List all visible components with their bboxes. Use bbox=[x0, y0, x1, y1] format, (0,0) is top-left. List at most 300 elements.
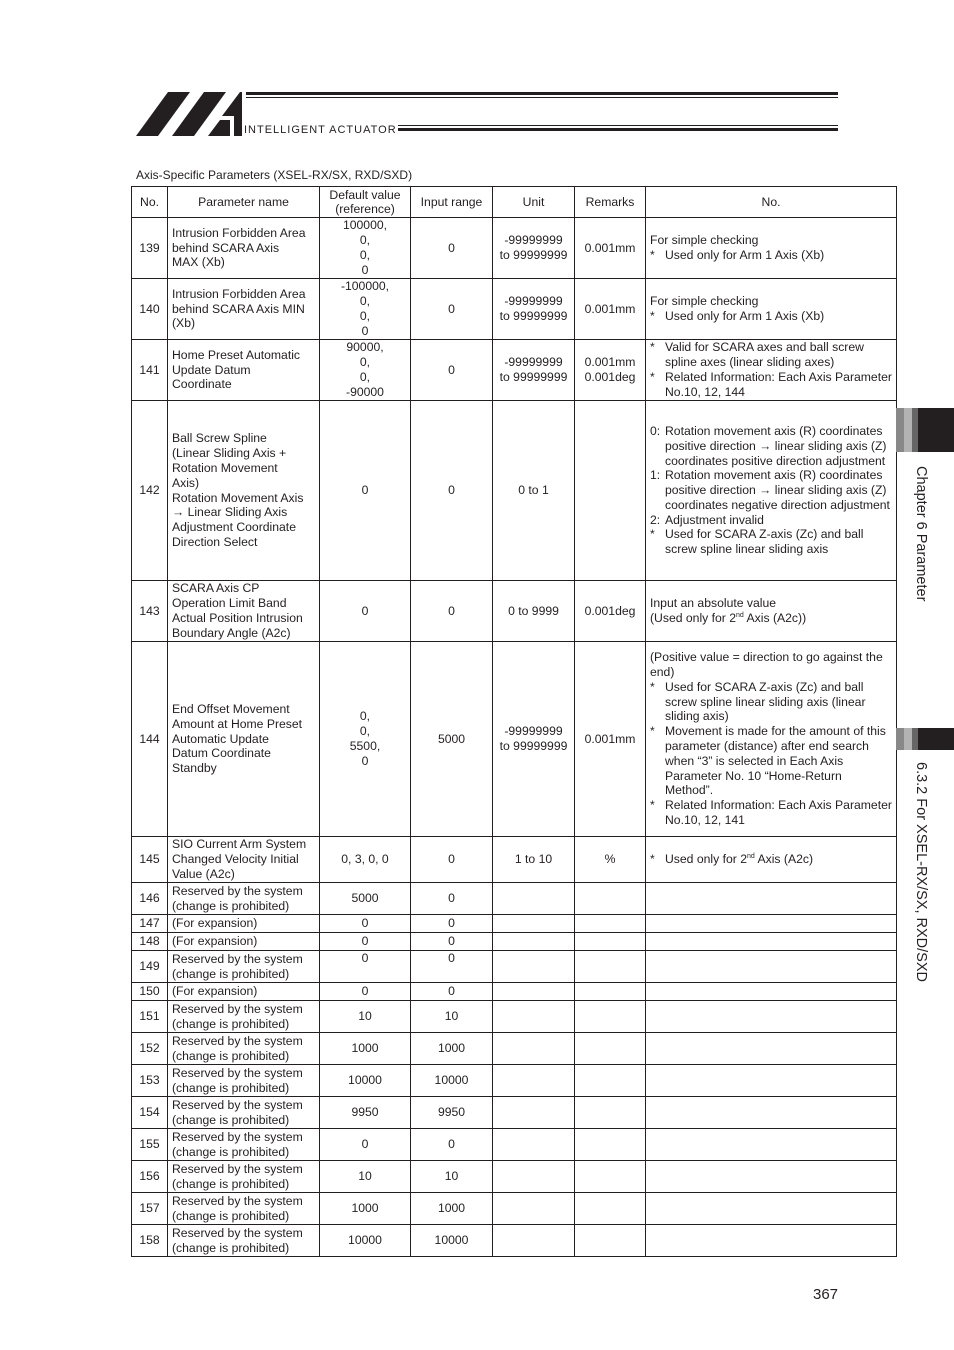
name-line: (change is prohibited) bbox=[172, 1016, 290, 1031]
cell-remarks bbox=[575, 642, 646, 837]
cell-remarks bbox=[575, 951, 646, 983]
cell-parameter-name bbox=[168, 279, 320, 340]
default-line: 0, 3, 0, 0 bbox=[341, 852, 389, 867]
note-line bbox=[650, 611, 892, 626]
note-marker: * bbox=[650, 370, 655, 384]
note-text: (Positive value = direction to go against the end) bbox=[650, 650, 883, 680]
cell-notes bbox=[646, 933, 897, 951]
table-row bbox=[132, 1065, 897, 1097]
note-line bbox=[650, 852, 892, 867]
remarks-line: 0.001deg bbox=[584, 603, 636, 618]
remarks-line: 0.001mm bbox=[584, 301, 636, 316]
name-line: → Linear Sliding Axis bbox=[172, 505, 288, 520]
default-line: 0 bbox=[361, 323, 369, 338]
cell-notes bbox=[646, 581, 897, 642]
default-line: 0, bbox=[359, 233, 371, 248]
cell-remarks bbox=[575, 218, 646, 279]
note-line bbox=[650, 650, 892, 680]
cell-input-range: 0 bbox=[411, 951, 493, 983]
note-marker: * bbox=[650, 852, 655, 867]
cell-remarks bbox=[575, 983, 646, 1001]
cell-no: 146 bbox=[132, 883, 168, 915]
name-line: (change is prohibited) bbox=[172, 1080, 290, 1095]
cell-unit bbox=[493, 1097, 575, 1129]
cell-parameter-name bbox=[168, 1001, 320, 1033]
cell-unit bbox=[493, 1129, 575, 1161]
note-line bbox=[650, 596, 892, 611]
default-line: 5000 bbox=[351, 891, 379, 906]
cell-no: 152 bbox=[132, 1033, 168, 1065]
cell-default-value bbox=[320, 1193, 411, 1225]
cell-remarks bbox=[575, 915, 646, 933]
cell-no: 151 bbox=[132, 1001, 168, 1033]
cell-default-value bbox=[320, 1161, 411, 1193]
default-line: 0, bbox=[359, 724, 371, 739]
cell-remarks bbox=[575, 1065, 646, 1097]
note-line bbox=[650, 798, 892, 828]
name-line: Rotation Movement Axis bbox=[172, 490, 304, 505]
logo-text: INTELLIGENT ACTUATOR bbox=[244, 124, 397, 136]
cell-parameter-name bbox=[168, 401, 320, 581]
note-line bbox=[650, 513, 892, 528]
name-line: (change is prohibited) bbox=[172, 1176, 290, 1191]
default-line: 0, bbox=[359, 355, 371, 370]
remarks-line: 0.001mm bbox=[584, 355, 636, 370]
name-line: (change is prohibited) bbox=[172, 1144, 290, 1159]
cell-unit bbox=[493, 1161, 575, 1193]
note-superscript: nd bbox=[746, 853, 755, 861]
cell-default-value bbox=[320, 951, 411, 983]
cell-remarks bbox=[575, 933, 646, 951]
default-line: 0 bbox=[361, 984, 369, 999]
cell-input-range: 10 bbox=[411, 1161, 493, 1193]
cell-notes bbox=[646, 1129, 897, 1161]
cell-unit bbox=[493, 279, 575, 340]
name-line: (Xb) bbox=[172, 316, 196, 331]
note-text-after: Axis (A2c)) bbox=[743, 611, 807, 625]
cell-default-value bbox=[320, 915, 411, 933]
table-row bbox=[132, 581, 897, 642]
default-line: 0 bbox=[361, 262, 369, 277]
cell-remarks bbox=[575, 1193, 646, 1225]
note-line bbox=[650, 370, 892, 400]
cell-unit bbox=[493, 218, 575, 279]
default-line: 0 bbox=[361, 1137, 369, 1152]
cell-input-range: 0 bbox=[411, 883, 493, 915]
default-line: 10 bbox=[358, 1009, 372, 1024]
default-line: 0, bbox=[359, 709, 371, 724]
cell-input-range: 1000 bbox=[411, 1033, 493, 1065]
header-no: No. bbox=[132, 187, 168, 218]
cell-notes bbox=[646, 1097, 897, 1129]
unit-line: -99999999 bbox=[504, 233, 563, 248]
cell-default-value bbox=[320, 1097, 411, 1129]
cell-parameter-name bbox=[168, 1065, 320, 1097]
cell-default-value bbox=[320, 218, 411, 279]
cell-remarks bbox=[575, 1033, 646, 1065]
unit-line: 1 to 10 bbox=[514, 852, 553, 867]
cell-notes bbox=[646, 401, 897, 581]
parameter-table bbox=[131, 186, 897, 1257]
default-line: 1000 bbox=[351, 1041, 379, 1056]
cell-remarks bbox=[575, 401, 646, 581]
cell-notes bbox=[646, 340, 897, 401]
cell-parameter-name bbox=[168, 1193, 320, 1225]
cell-unit bbox=[493, 1193, 575, 1225]
note-text: Input an absolute value bbox=[650, 596, 777, 611]
iai-logo-icon bbox=[136, 90, 244, 138]
cell-parameter-name bbox=[168, 1129, 320, 1161]
default-line: 0, bbox=[359, 294, 371, 309]
name-line: Reserved by the system bbox=[172, 1129, 303, 1144]
unit-line: 0 to 1 bbox=[518, 483, 549, 498]
note-marker: * bbox=[650, 248, 655, 262]
note-text: For simple checking bbox=[650, 294, 759, 309]
default-line: 0 bbox=[361, 934, 369, 949]
cell-no: 157 bbox=[132, 1193, 168, 1225]
name-line: (change is prohibited) bbox=[172, 1048, 290, 1063]
header-remarks: Remarks bbox=[575, 187, 646, 218]
note-line bbox=[650, 527, 892, 557]
cell-no: 149 bbox=[132, 951, 168, 983]
name-line: Automatic Update bbox=[172, 731, 269, 746]
cell-parameter-name bbox=[168, 883, 320, 915]
cell-input-range: 0 bbox=[411, 218, 493, 279]
cell-remarks bbox=[575, 279, 646, 340]
name-line: behind SCARA Axis bbox=[172, 240, 280, 255]
note-line bbox=[650, 233, 892, 248]
default-line: 5500, bbox=[349, 739, 381, 753]
note-line bbox=[650, 724, 892, 798]
cell-parameter-name bbox=[168, 581, 320, 642]
note-text: Valid for SCARA axes and ball screw spline axes (linear sliding axes) bbox=[665, 340, 864, 370]
cell-input-range: 0 bbox=[411, 933, 493, 951]
cell-unit bbox=[493, 401, 575, 581]
cell-notes bbox=[646, 1065, 897, 1097]
note-text: Rotation movement axis (R) coordinates positive direction → linear sliding axis (Z) coordinates negative direction adjustment bbox=[665, 468, 890, 512]
name-line: Reserved by the system bbox=[172, 1033, 303, 1048]
default-line: 10000 bbox=[348, 1233, 382, 1248]
cell-default-value bbox=[320, 279, 411, 340]
unit-line: to 99999999 bbox=[499, 739, 568, 753]
cell-default-value bbox=[320, 642, 411, 837]
cell-no: 141 bbox=[132, 340, 168, 401]
cell-unit bbox=[493, 1065, 575, 1097]
cell-no: 143 bbox=[132, 581, 168, 642]
note-line bbox=[650, 248, 892, 263]
note-text: Adjustment invalid bbox=[665, 512, 764, 527]
cell-notes bbox=[646, 218, 897, 279]
header-last-no: No. bbox=[646, 187, 897, 218]
name-line: Reserved by the system bbox=[172, 1001, 303, 1016]
note-text: Used for SCARA Z-axis (Zc) and ball screw spline linear sliding axis (linear sliding axis) bbox=[665, 679, 866, 724]
cell-no: 147 bbox=[132, 915, 168, 933]
cell-unit bbox=[493, 915, 575, 933]
header-rule-thin bbox=[246, 97, 838, 98]
table-row bbox=[132, 983, 897, 1001]
cell-no: 144 bbox=[132, 642, 168, 837]
cell-parameter-name bbox=[168, 983, 320, 1001]
unit-line: to 99999999 bbox=[499, 248, 568, 262]
header-rule-lower bbox=[398, 128, 838, 131]
cell-input-range: 10000 bbox=[411, 1065, 493, 1097]
note-text: Used only for 2 bbox=[665, 852, 747, 867]
name-line: Boundary Angle (A2c) bbox=[172, 625, 291, 640]
name-line: Value (A2c) bbox=[172, 866, 235, 881]
note-line bbox=[650, 424, 892, 468]
unit-line: to 99999999 bbox=[499, 370, 568, 384]
note-text: Rotation movement axis (R) coordinates positive direction → linear sliding axis (Z) coordinates positive direction adjustment bbox=[665, 423, 887, 468]
cell-unit bbox=[493, 883, 575, 915]
note-text: For simple checking bbox=[650, 233, 759, 248]
cell-input-range: 1000 bbox=[411, 1193, 493, 1225]
default-line: 0 bbox=[361, 951, 369, 965]
note-marker: * bbox=[650, 309, 655, 323]
cell-no: 153 bbox=[132, 1065, 168, 1097]
table-row bbox=[132, 933, 897, 951]
cell-remarks bbox=[575, 1225, 646, 1257]
cell-no: 142 bbox=[132, 401, 168, 581]
table-row bbox=[132, 883, 897, 915]
note-line bbox=[650, 294, 892, 309]
cell-input-range: 0 bbox=[411, 340, 493, 401]
cell-parameter-name bbox=[168, 837, 320, 883]
remarks-line: 0.001mm bbox=[584, 240, 636, 255]
unit-line: to 99999999 bbox=[499, 309, 568, 323]
cell-no: 139 bbox=[132, 218, 168, 279]
name-line: Operation Limit Band bbox=[172, 596, 287, 611]
remarks-line: 0.001mm bbox=[584, 731, 636, 746]
note-text-after: Axis (A2c) bbox=[754, 852, 814, 867]
default-line: -90000 bbox=[346, 384, 384, 399]
cell-unit bbox=[493, 933, 575, 951]
cell-remarks bbox=[575, 1001, 646, 1033]
default-line: 0, bbox=[359, 370, 371, 384]
cell-input-range: 0 bbox=[411, 1129, 493, 1161]
cell-input-range: 5000 bbox=[411, 642, 493, 837]
cell-notes bbox=[646, 279, 897, 340]
name-line: Adjustment Coordinate bbox=[172, 520, 296, 535]
cell-notes bbox=[646, 642, 897, 837]
cell-no: 148 bbox=[132, 933, 168, 951]
cell-input-range: 0 bbox=[411, 401, 493, 581]
default-line: 10 bbox=[358, 1169, 372, 1184]
cell-remarks bbox=[575, 1161, 646, 1193]
table-row bbox=[132, 1161, 897, 1193]
cell-input-range: 0 bbox=[411, 837, 493, 883]
note-line bbox=[650, 680, 892, 724]
cell-default-value bbox=[320, 837, 411, 883]
table-row bbox=[132, 340, 897, 401]
cell-no: 155 bbox=[132, 1129, 168, 1161]
name-line: Intrusion Forbidden Area bbox=[172, 225, 306, 240]
cell-input-range: 10000 bbox=[411, 1225, 493, 1257]
cell-parameter-name bbox=[168, 1097, 320, 1129]
table-row bbox=[132, 1225, 897, 1257]
name-line: SCARA Axis CP bbox=[172, 581, 260, 596]
cell-no: 140 bbox=[132, 279, 168, 340]
header-rule-lower-thin bbox=[398, 125, 838, 126]
cell-notes bbox=[646, 1001, 897, 1033]
name-line: Axis) bbox=[172, 475, 200, 490]
cell-input-range: 0 bbox=[411, 581, 493, 642]
cell-default-value bbox=[320, 983, 411, 1001]
table-row bbox=[132, 915, 897, 933]
table-row bbox=[132, 1097, 897, 1129]
cell-default-value bbox=[320, 340, 411, 401]
cell-remarks bbox=[575, 581, 646, 642]
cell-notes bbox=[646, 883, 897, 915]
name-line: (change is prohibited) bbox=[172, 966, 290, 981]
cell-parameter-name bbox=[168, 1161, 320, 1193]
cell-unit bbox=[493, 983, 575, 1001]
name-line: Intrusion Forbidden Area bbox=[172, 286, 306, 301]
default-line: 0, bbox=[359, 248, 371, 262]
header-input-range: Input range bbox=[411, 187, 493, 218]
note-text: Movement is made for the amount of this parameter (distance) after end search when “3” is selected in Each Axis Parameter No. 10 “Home-Return Method”. bbox=[665, 724, 886, 798]
cell-default-value bbox=[320, 883, 411, 915]
cell-notes bbox=[646, 983, 897, 1001]
cell-no: 154 bbox=[132, 1097, 168, 1129]
note-marker: * bbox=[650, 724, 655, 739]
table-row bbox=[132, 837, 897, 883]
cell-default-value bbox=[320, 1033, 411, 1065]
note-superscript: nd bbox=[736, 612, 744, 619]
name-line: Coordinate bbox=[172, 377, 232, 392]
cell-unit bbox=[493, 581, 575, 642]
chapter-sidebar bbox=[896, 408, 954, 1008]
name-line: Reserved by the system bbox=[172, 1161, 303, 1176]
header-unit: Unit bbox=[493, 187, 575, 218]
cell-default-value bbox=[320, 1225, 411, 1257]
cell-default-value bbox=[320, 1129, 411, 1161]
default-line: 10000 bbox=[348, 1073, 382, 1088]
table-row bbox=[132, 1001, 897, 1033]
cell-no: 156 bbox=[132, 1161, 168, 1193]
unit-line: -99999999 bbox=[504, 355, 563, 370]
name-line: Actual Position Intrusion bbox=[172, 611, 303, 625]
cell-input-range: 0 bbox=[411, 279, 493, 340]
name-line: Rotation Movement bbox=[172, 460, 278, 475]
cell-unit bbox=[493, 1225, 575, 1257]
cell-remarks bbox=[575, 883, 646, 915]
table-row bbox=[132, 218, 897, 279]
header-parameter-name: Parameter name bbox=[168, 187, 320, 218]
note-marker: 1: bbox=[650, 468, 661, 483]
default-line: 9950 bbox=[351, 1105, 379, 1120]
section-tab-marker bbox=[896, 728, 954, 750]
unit-line: -99999999 bbox=[504, 724, 563, 739]
cell-unit bbox=[493, 837, 575, 883]
name-line: MAX (Xb) bbox=[172, 255, 225, 270]
note-marker: * bbox=[650, 340, 655, 355]
default-line: 0 bbox=[361, 603, 369, 618]
default-line: 0, bbox=[359, 309, 371, 323]
cell-unit bbox=[493, 1033, 575, 1065]
table-row bbox=[132, 642, 897, 837]
cell-unit bbox=[493, 1001, 575, 1033]
name-line: End Offset Movement bbox=[172, 702, 290, 716]
name-line: Reserved by the system bbox=[172, 1097, 303, 1112]
table-row bbox=[132, 1129, 897, 1161]
cell-parameter-name bbox=[168, 1225, 320, 1257]
note-line bbox=[650, 468, 892, 512]
header-rule-top bbox=[246, 92, 838, 95]
note-text: (Used only for 2 bbox=[650, 611, 737, 625]
name-line: (For expansion) bbox=[172, 934, 258, 949]
note-text: Used only for Arm 1 Axis (Xb) bbox=[665, 248, 825, 262]
cell-parameter-name bbox=[168, 1033, 320, 1065]
default-line: 0 bbox=[361, 916, 369, 931]
name-line: behind SCARA Axis MIN bbox=[172, 301, 305, 316]
cell-unit bbox=[493, 642, 575, 837]
name-line: Datum Coordinate bbox=[172, 746, 271, 761]
cell-input-range: 9950 bbox=[411, 1097, 493, 1129]
name-line: Update Datum bbox=[172, 362, 251, 377]
name-line: (Linear Sliding Axis + bbox=[172, 446, 287, 461]
table-caption: Axis-Specific Parameters (XSEL-RX/SX, RXD/SXD) bbox=[136, 168, 413, 182]
cell-remarks bbox=[575, 340, 646, 401]
cell-remarks bbox=[575, 1129, 646, 1161]
header-default-value: Default value (reference) bbox=[320, 187, 411, 218]
name-line: Amount at Home Preset bbox=[172, 716, 303, 731]
cell-notes bbox=[646, 1033, 897, 1065]
note-marker: * bbox=[650, 798, 655, 813]
name-line: Ball Screw Spline bbox=[172, 431, 267, 446]
cell-parameter-name bbox=[168, 642, 320, 837]
note-text: Used only for Arm 1 Axis (Xb) bbox=[665, 309, 825, 323]
unit-line: 0 to 9999 bbox=[508, 603, 559, 618]
name-line: Standby bbox=[172, 761, 217, 776]
cell-notes bbox=[646, 1225, 897, 1257]
default-line: -100000, bbox=[340, 279, 390, 294]
name-line: (change is prohibited) bbox=[172, 1208, 290, 1223]
cell-default-value bbox=[320, 1001, 411, 1033]
cell-default-value bbox=[320, 401, 411, 581]
cell-parameter-name bbox=[168, 951, 320, 983]
cell-notes bbox=[646, 1161, 897, 1193]
cell-notes bbox=[646, 837, 897, 883]
table-row bbox=[132, 1193, 897, 1225]
note-text: Related Information: Each Axis Parameter No.10, 12, 144 bbox=[665, 370, 892, 399]
cell-unit bbox=[493, 951, 575, 983]
default-line: 90000, bbox=[346, 340, 384, 355]
name-line: (change is prohibited) bbox=[172, 898, 290, 913]
name-line: Reserved by the system bbox=[172, 951, 303, 966]
note-text: Related Information: Each Axis Parameter No.10, 12, 141 bbox=[665, 798, 892, 827]
name-line: Direction Select bbox=[172, 534, 258, 549]
name-line: Reserved by the system bbox=[172, 1193, 303, 1208]
chapter-tab-marker bbox=[896, 408, 954, 452]
note-marker: 0: bbox=[650, 423, 661, 438]
cell-unit bbox=[493, 340, 575, 401]
table-row bbox=[132, 279, 897, 340]
default-line: 0 bbox=[361, 483, 369, 498]
note-line bbox=[650, 309, 892, 324]
remarks-line: % bbox=[604, 852, 616, 867]
remarks-line: 0.001deg bbox=[584, 370, 636, 384]
cell-notes bbox=[646, 915, 897, 933]
default-line: 100000, bbox=[342, 218, 388, 233]
section-title: 6.3.2 For XSEL-RX/SX, RXD/SXD bbox=[913, 762, 929, 982]
name-line: (change is prohibited) bbox=[172, 1112, 290, 1127]
cell-parameter-name bbox=[168, 218, 320, 279]
note-text: Used for SCARA Z-axis (Zc) and ball screw spline linear sliding axis bbox=[665, 527, 864, 557]
note-marker: * bbox=[650, 679, 655, 694]
table-row bbox=[132, 401, 897, 581]
name-line: SIO Current Arm System bbox=[172, 837, 307, 852]
name-line: (For expansion) bbox=[172, 984, 258, 999]
